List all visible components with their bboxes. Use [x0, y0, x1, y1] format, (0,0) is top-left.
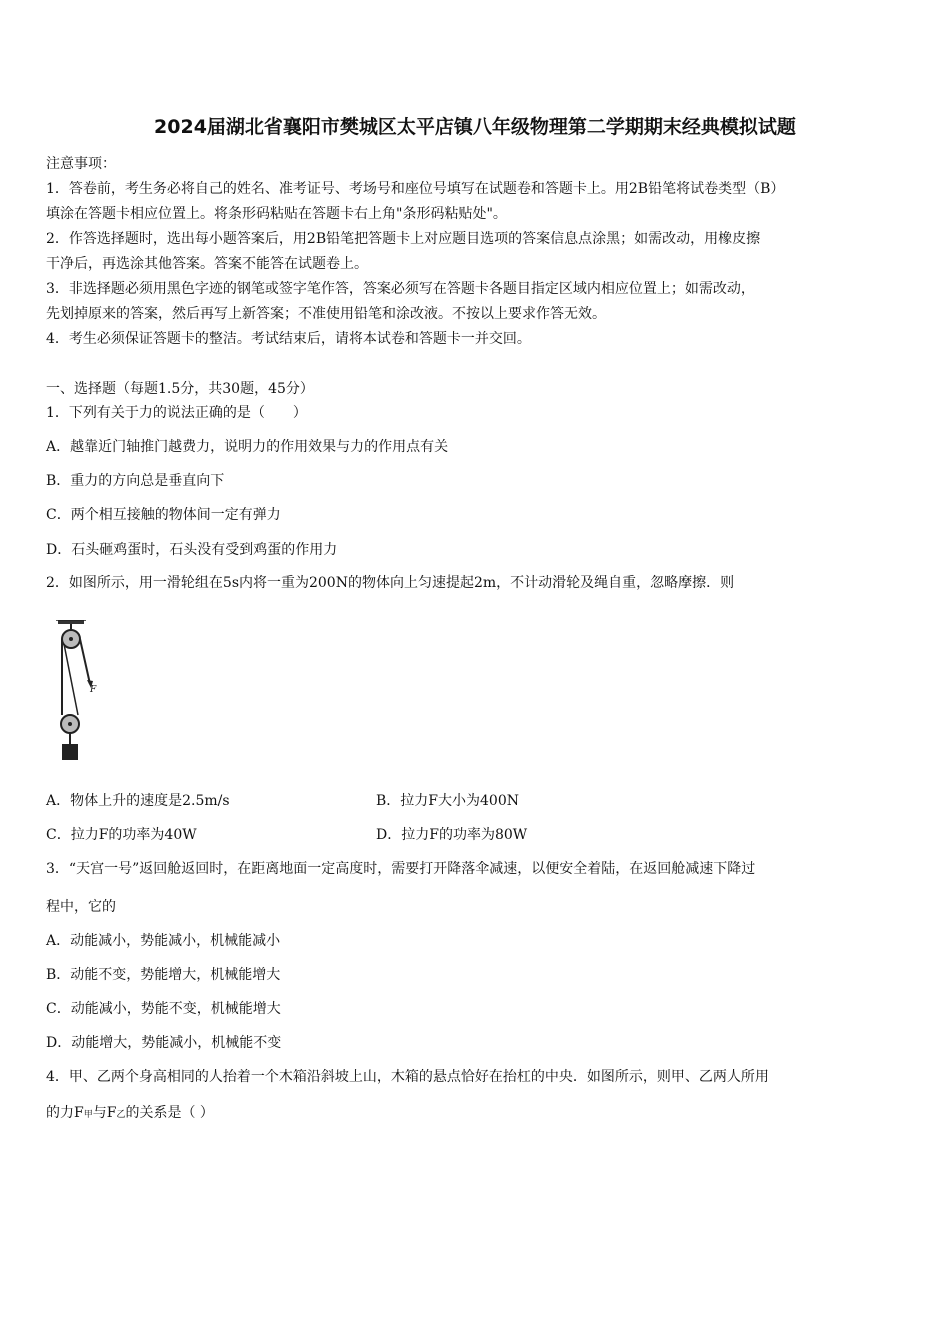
- notice-heading: 注意事项：: [46, 156, 116, 172]
- question-2-option-b: B．拉力F大小为400N: [376, 793, 519, 809]
- question-3-stem: 3．“天宫一号”返回舱返回时，在距离地面一定高度时，需要打开降落伞减速，以便安全着陆，在返回舱减速下降过: [46, 861, 756, 877]
- q4-text-post: 的关系是（ ）: [125, 1105, 214, 1121]
- question-2-stem: 2．如图所示，用一滑轮组在5s内将一重为200N的物体向上匀速提起2m，不计动滑轮及绳自重，忽略摩擦．则: [46, 575, 735, 591]
- pull-rope: [80, 639, 90, 684]
- question-2-option-a: A．物体上升的速度是2.5m/s: [46, 793, 230, 809]
- section-heading: 一、选择题（每题1.5分，共30题，45分）: [46, 381, 314, 397]
- notice-line: 1．答卷前，考生务必将自己的姓名、准考证号、考场号和座位号填写在试题卷和答题卡上。用2B铅笔将试卷类型（B）: [46, 181, 785, 197]
- question-4-stem-cont: [46, 1102, 214, 1122]
- pulley-system-figure: [52, 620, 108, 762]
- question-2-option-d: D．拉力F的功率为80W: [376, 827, 528, 843]
- question-3-option-d: D．动能增大，势能减小，机械能不变: [46, 1035, 282, 1051]
- subscript-yi: 乙: [116, 1110, 126, 1120]
- q4-text-pre: 的力F: [46, 1105, 84, 1121]
- question-2-option-c: C．拉力F的功率为40W: [46, 827, 197, 843]
- notice-line: 3．非选择题必须用黑色字迹的钢笔或签字笔作答，答案必须写在答题卡各题目指定区域内相应位置上；如需改动，: [46, 281, 755, 297]
- question-1-option-c: C．两个相互接触的物体间一定有弹力: [46, 507, 281, 523]
- notice-line: 干净后，再选涂其他答案。答案不能答在试题卷上。: [46, 256, 368, 272]
- question-1-option-d: D．石头砸鸡蛋时，石头没有受到鸡蛋的作用力: [46, 542, 338, 558]
- question-1-stem: 1．下列有关于力的说法正确的是（ ）: [46, 405, 307, 421]
- subscript-jia: 甲: [83, 1110, 93, 1120]
- question-1-option-a: A．越靠近门轴推门越费力，说明力的作用效果与力的作用点有关: [46, 439, 449, 455]
- q4-text-mid: 与F: [92, 1105, 117, 1121]
- page-title: 2024届湖北省襄阳市樊城区太平店镇八年级物理第二学期期末经典模拟试题: [154, 116, 796, 138]
- question-3-option-a: A．动能减小，势能减小，机械能减小: [46, 933, 281, 949]
- weight-block: [62, 744, 78, 760]
- question-3-stem-cont: 程中，它的: [46, 899, 116, 915]
- notice-line: 先划掉原来的答案，然后再写上新答案；不准使用铅笔和涂改液。不按以上要求作答无效。: [46, 306, 606, 322]
- question-3-option-b: B．动能不变，势能增大，机械能增大: [46, 967, 281, 983]
- notice-line: 填涂在答题卡相应位置上。将条形码粘贴在答题卡右上角"条形码粘贴处"。: [46, 206, 507, 222]
- question-4-stem: 4．甲、乙两个身高相同的人抬着一个木箱沿斜坡上山，木箱的悬点恰好在抬杠的中央．如图所示，则甲、乙两人所用: [46, 1069, 769, 1085]
- question-1-option-b: B．重力的方向总是垂直向下: [46, 473, 225, 489]
- force-label: F: [90, 685, 97, 695]
- notice-line: 4．考生必须保证答题卡的整洁。考试结束后，请将本试卷和答题卡一并交回。: [46, 331, 531, 347]
- question-3-option-c: C．动能减小，势能不变，机械能增大: [46, 1001, 281, 1017]
- notice-line: 2．作答选择题时，选出每小题答案后，用2B铅笔把答题卡上对应题目选项的答案信息点涂黑；如需改动，用橡皮擦: [46, 231, 761, 247]
